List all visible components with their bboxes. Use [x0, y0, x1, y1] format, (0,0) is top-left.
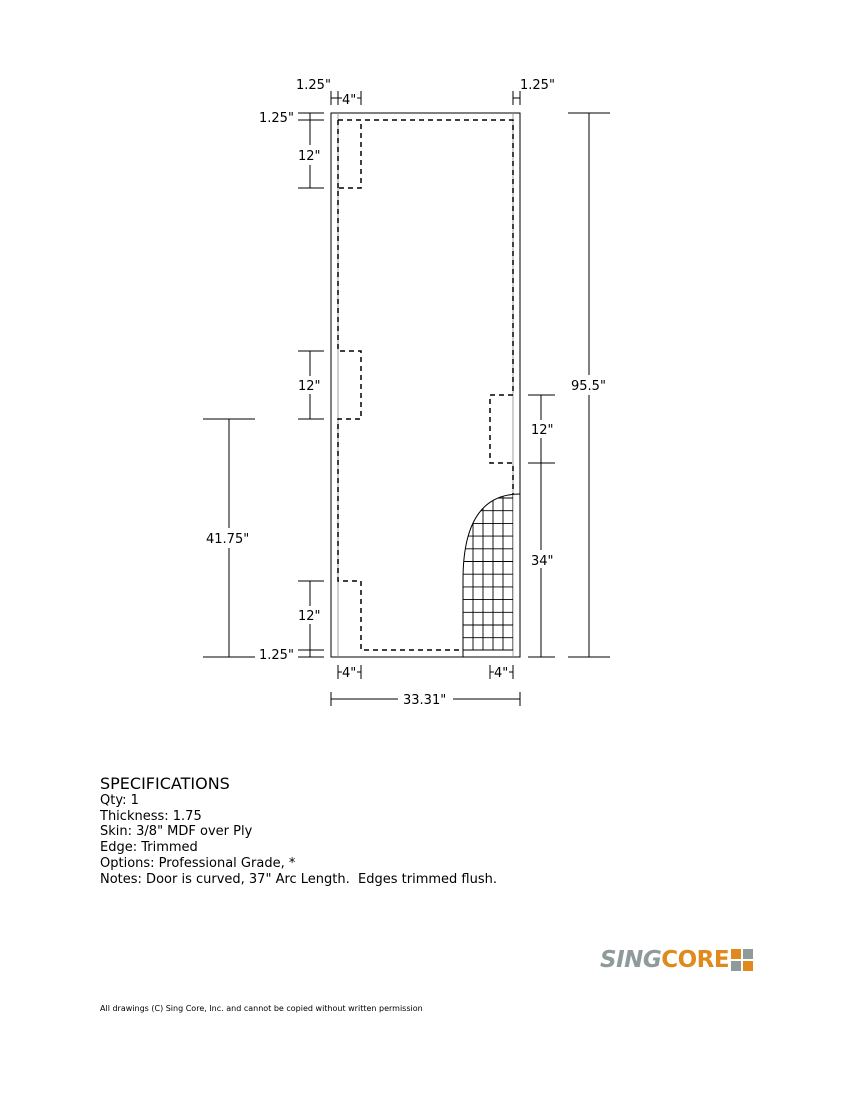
- door-outline: [331, 113, 520, 657]
- dim-width: 33.31": [403, 693, 447, 708]
- dim-hinge-bottom: 12": [298, 609, 321, 624]
- logo-square-3: [731, 961, 741, 971]
- spec-options: Options: Professional Grade, *: [100, 855, 296, 871]
- copyright-footer: All drawings (C) Sing Core, Inc. and cannot be copied without written permission: [100, 1004, 423, 1013]
- dim-lock-from-bottom: 34": [531, 554, 554, 569]
- dim-bottom-right-width: 4": [494, 666, 509, 681]
- spec-skin: Skin: 3/8" MDF over Ply: [100, 824, 253, 840]
- specifications: [100, 774, 497, 887]
- dim-bottom-margin: 1.25": [259, 648, 294, 663]
- dim-hinge-middle: 12": [298, 379, 321, 394]
- curved-edge: [463, 494, 520, 657]
- dim-bottom-left-width: 4": [342, 666, 357, 681]
- spec-qty: Qty: 1: [100, 793, 139, 808]
- logo-square-2: [743, 949, 753, 959]
- logo-squares-icon: [731, 949, 753, 971]
- dim-hinge-from-bottom: 41.75": [206, 532, 250, 547]
- spec-edge: Edge: Trimmed: [100, 840, 198, 856]
- spec-thickness: Thickness: 1.75: [100, 808, 202, 824]
- logo-square-4: [743, 961, 753, 971]
- singcore-logo: [600, 945, 753, 975]
- dim-top-margin: 1.25": [259, 111, 294, 126]
- dim-lock-height: 12": [531, 423, 554, 438]
- specs-title: SPECIFICATIONS: [100, 774, 230, 793]
- dim-height: 95.5": [571, 379, 606, 394]
- top-dimension-lines: [331, 91, 520, 105]
- logo-sing-text: SING: [600, 947, 662, 973]
- dim-hinge-top: 12": [298, 149, 321, 164]
- curved-section-grid: [460, 490, 515, 650]
- dim-top-right-margin: 1.25": [520, 78, 555, 93]
- spec-notes: Notes: Door is curved, 37" Arc Length. Edges trimmed flush.: [100, 871, 497, 887]
- dim-top-notch-width: 4": [342, 93, 357, 108]
- dim-top-left-margin: 1.25": [296, 78, 331, 93]
- logo-square-1: [731, 949, 741, 959]
- logo-core-text: CORE: [661, 947, 730, 973]
- hinge-profile-dashed: [338, 120, 513, 650]
